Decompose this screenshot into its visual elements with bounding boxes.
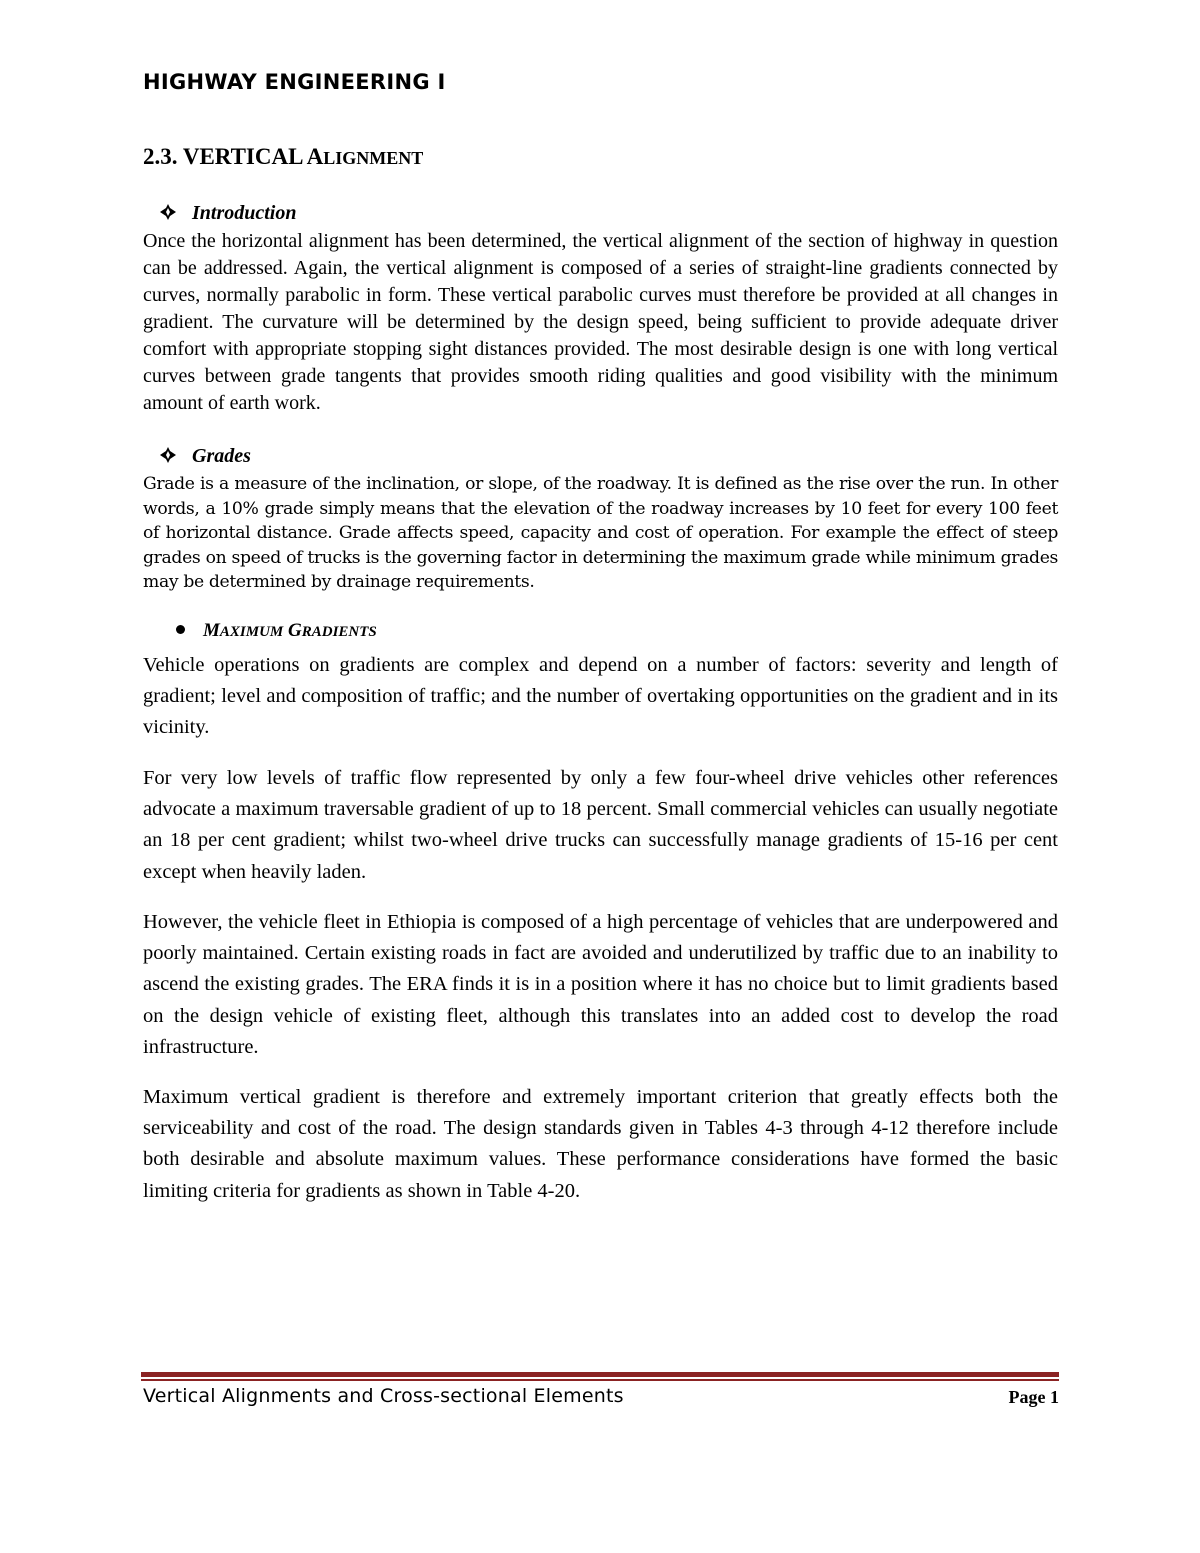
introduction-heading-text: Introduction [192, 202, 297, 224]
section-title-word1: VERTICAL [182, 144, 303, 169]
section-title-word2: ALIGNMENT [306, 144, 424, 169]
grades-heading-text: Grades [192, 445, 251, 467]
section-title [143, 144, 423, 170]
footer-page-number: Page 1 [1008, 1387, 1059, 1407]
introduction-paragraph: Once the horizontal alignment has been determined, the vertical alignment of the section of highway in question can be addressed. Again, the vertical alignment is composed of a series of straight-line gradients connected by curves, normally parabolic in form. These vertical parabolic curves must therefore be provided at all changes in gradient. The curvature will be determined by the design speed, being sufficient to provide adequate driver comfort with appropriate stopping sight distances provided. The most desirable design is one with long vertical curves between grade tangents that provides smooth riding qualities and good visibility with the minimum amount of earth work. [143, 230, 1058, 414]
page-header-title: HIGHWAY ENGINEERING I [143, 70, 446, 94]
grades-heading [160, 445, 251, 468]
introduction-heading [160, 202, 296, 225]
diamond-bullet-icon [160, 447, 178, 467]
maximum-gradients-paragraph: For very low levels of traffic flow represented by only a few four-wheel drive vehicles other references advocate a maximum traversable gradient of up to 18 percent. Small commercial vehicles can usually negotiate an 18 per cent gradient; whilst two-wheel drive trucks can successfully manage gradients of 15-16 per cent except when heavily laden. [143, 767, 1058, 883]
maximum-gradients-paragraph: Maximum vertical gradient is therefore and extremely important criterion that greatly effects both the serviceability and cost of the road. The design standards given in Tables 4-3 through 4-12 therefore include both desirable and absolute maximum values. These performance considerations have formed the basic limiting criteria for gradients as shown in Table 4-20. [143, 1086, 1058, 1202]
maximum-gradients-heading: MAXIMUM GRADIENTS [176, 620, 377, 642]
dot-bullet-icon [176, 625, 185, 634]
footer-rule [141, 1372, 1059, 1382]
section-number: 2.3. [143, 144, 178, 169]
footer-rule-thick [141, 1372, 1059, 1377]
maximum-gradients-paragraph: Vehicle operations on gradients are complex and depend on a number of factors: severity and length of gradient; level and composition of traffic; and the number of overtaking opportunities on the gradient and in its vicinity. [143, 654, 1058, 739]
diamond-bullet-icon [160, 204, 178, 224]
maximum-gradients-paragraph: However, the vehicle fleet in Ethiopia is composed of a high percentage of vehicles that are underpowered and poorly maintained. Certain existing roads in fact are avoided and underutilized by traffic due to an inability to ascend the existing grades. The ERA finds it is in a position where it has no choice but to limit gradients based on the design vehicle of existing fleet, although this translates into an added cost to develop the road infrastructure. [143, 911, 1058, 1058]
footer-rule-thin [141, 1379, 1059, 1381]
grades-paragraph: Grade is a measure of the inclination, or slope, of the roadway. It is defined as the rise over the run. In other words, a 10% grade simply means that the elevation of the roadway increases by 10 feet for every 100 feet of horizontal distance. Grade affects speed, capacity and cost of operation. For example the effect of steep grades on speed of trucks is the governing factor in determining the maximum grade while minimum grades may be determined by drainage requirements. [143, 474, 1058, 592]
footer-chapter-title: Vertical Alignments and Cross-sectional Elements [143, 1385, 624, 1407]
